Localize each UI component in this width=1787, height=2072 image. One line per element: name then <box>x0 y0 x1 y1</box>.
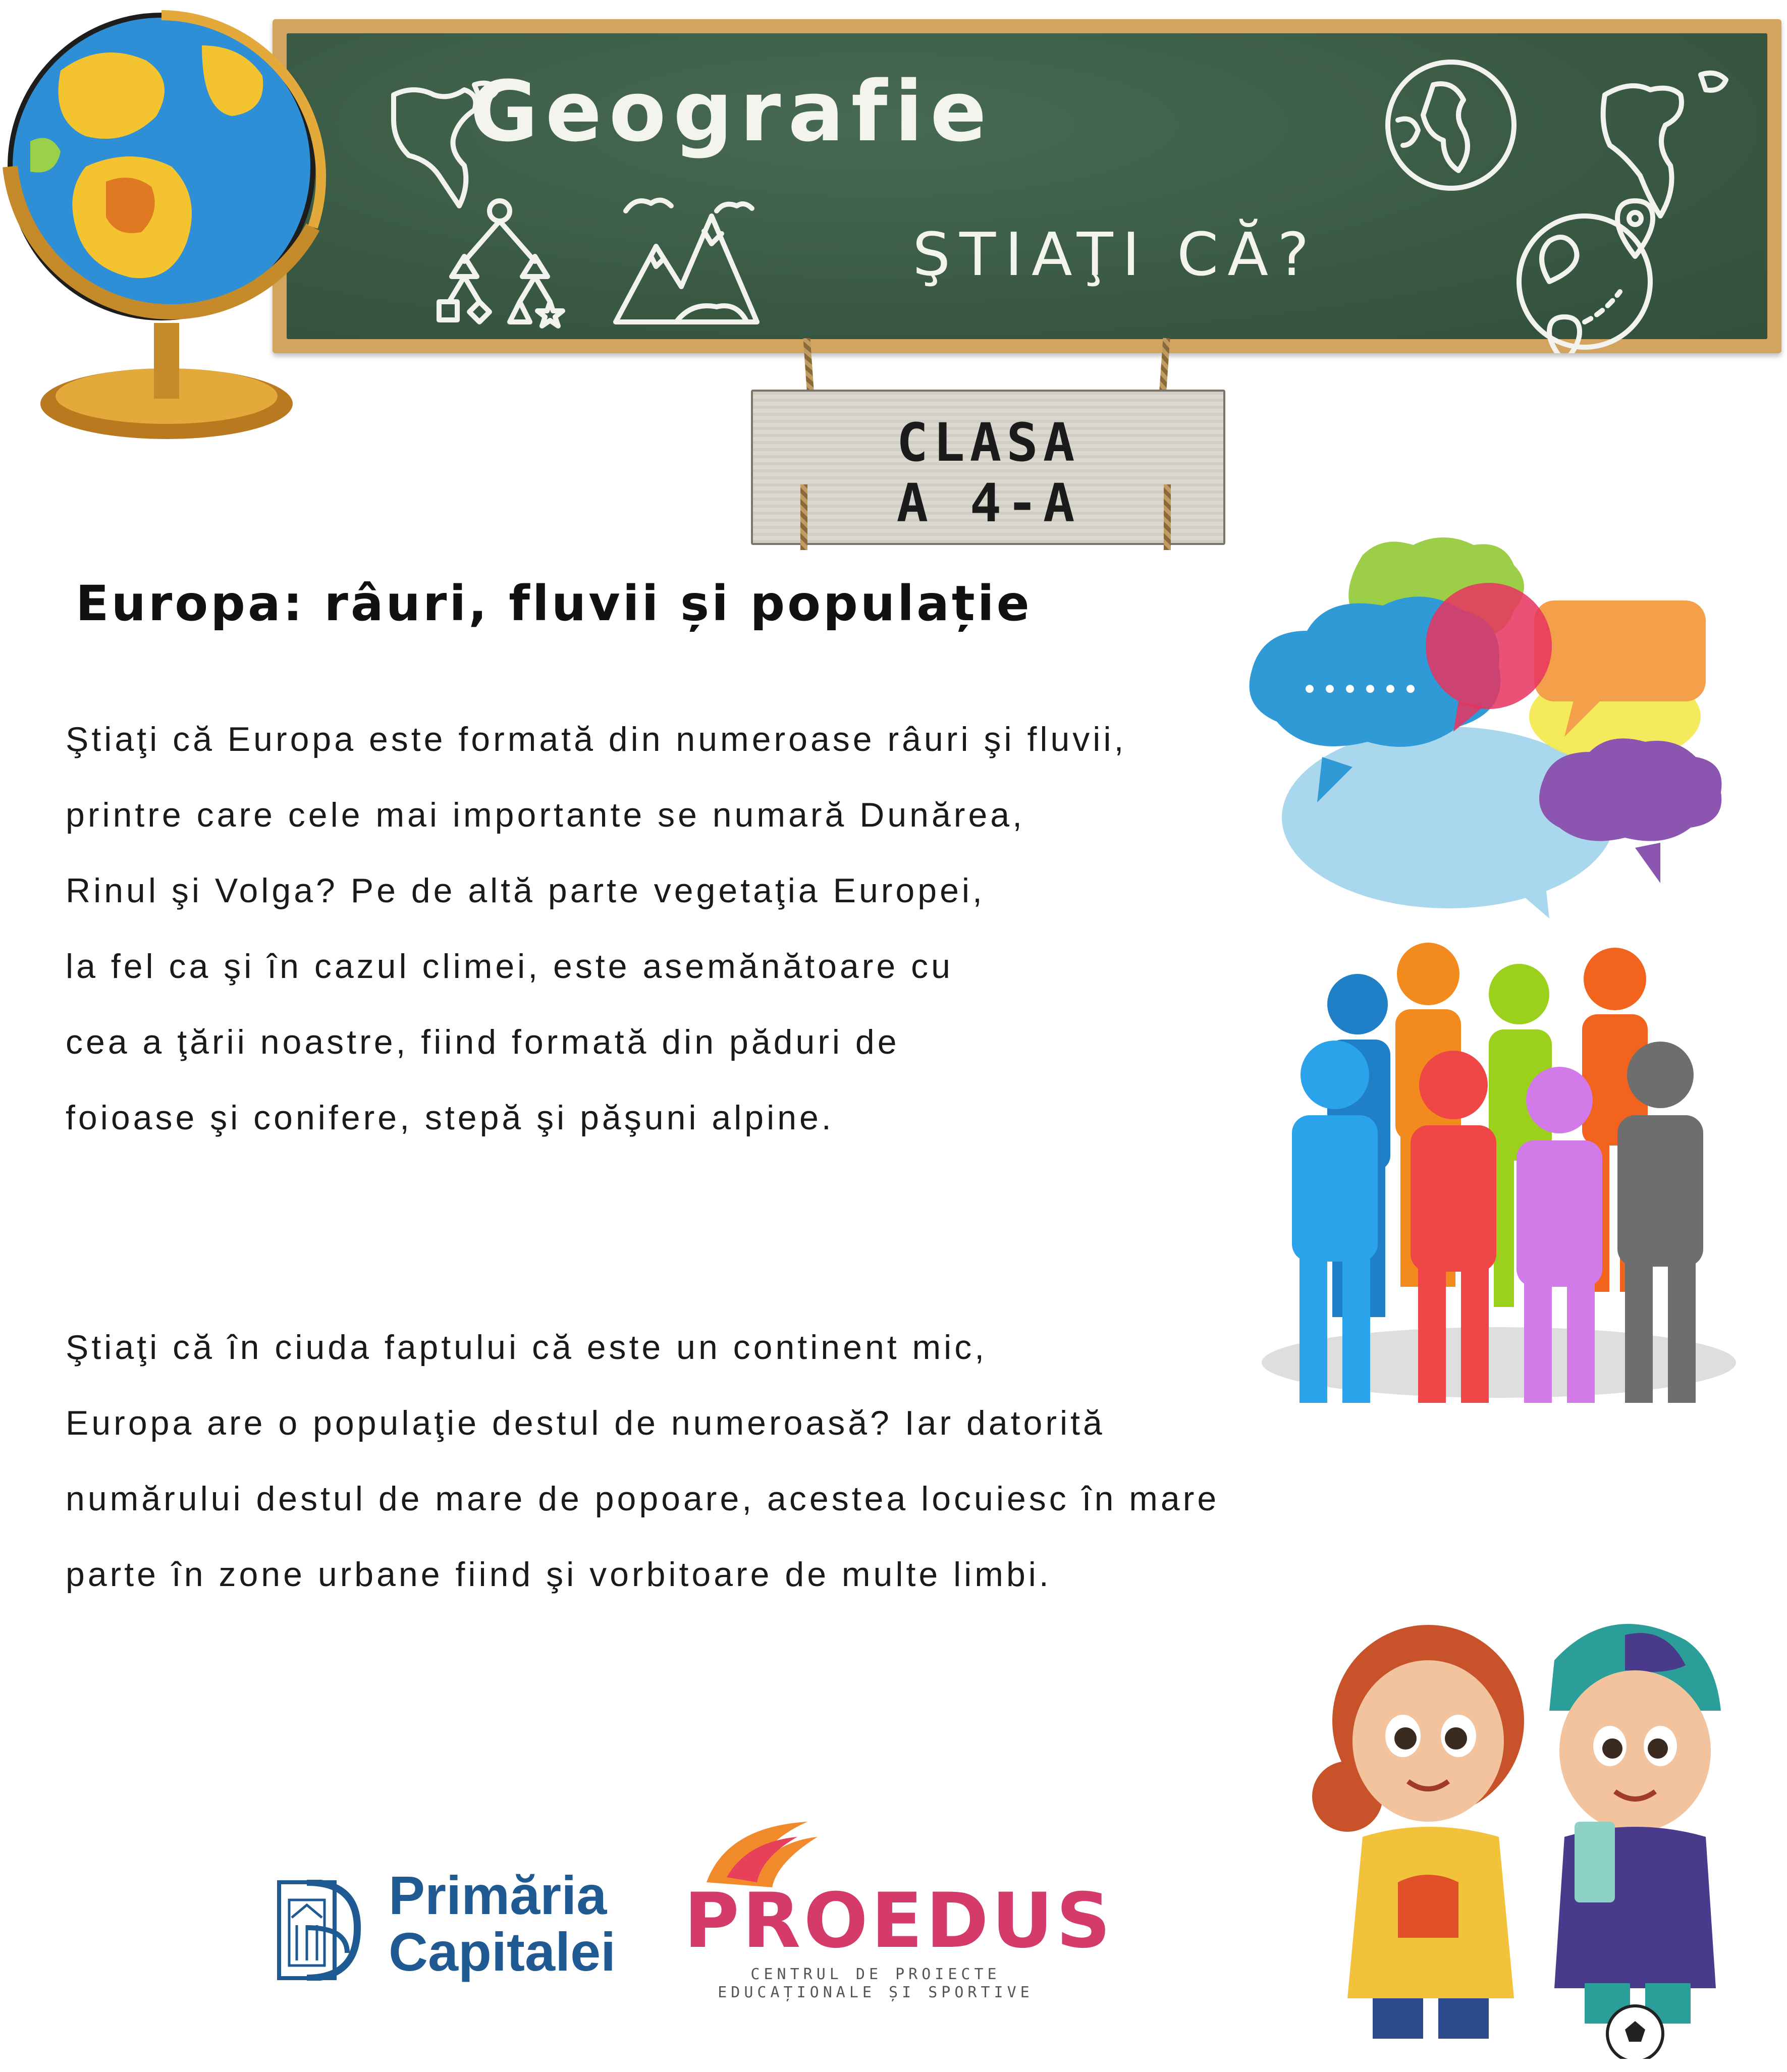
proedus-tagline-2: EDUCAȚIONALE ȘI SPORTIVE <box>718 1984 1034 2001</box>
paragraph-line: printre care cele mai importante se numară Dunărea, <box>66 796 1025 834</box>
paragraph-line: la fel ca şi în cazul climei, este asemănătoare cu <box>66 947 953 986</box>
mountains-icon <box>616 200 757 322</box>
proedus-tagline <box>684 1966 1067 2002</box>
speech-bubbles-icon <box>1231 535 1756 923</box>
proedus-tagline-1: CENTRUL DE PROIECTE <box>750 1966 1001 1983</box>
paragraph-line: Ştiaţi că Europa este formată din numeroase râuri şi fluvii, <box>66 720 1127 758</box>
sign-line-2: A 4-A <box>896 472 1080 534</box>
globe-icon <box>0 0 353 454</box>
primaria-logo-text <box>389 1867 616 1980</box>
primaria-logo-icon <box>277 1880 362 1981</box>
sign-rope-tail-left <box>800 484 807 550</box>
world-globe-icon <box>1388 62 1514 188</box>
class-sign <box>751 390 1225 545</box>
proedus-logo-text: PROEDUS <box>684 1877 1114 1965</box>
board-subtitle: ŞTIAŢI CĂ? <box>912 220 1318 289</box>
primaria-line-1: Primăria <box>389 1865 607 1926</box>
board-title: Geografie <box>470 63 994 160</box>
paragraph-line: Europa are o populaţie destul de numeroasă? Iar datorită <box>66 1404 1105 1442</box>
hierarchy-icon <box>439 201 563 326</box>
paragraph-line: Rinul şi Volga? Pe de altă parte vegetaţia Europei, <box>66 871 985 910</box>
americas-map-icon <box>1603 73 1726 216</box>
people-group-icon <box>1257 929 1741 1403</box>
sign-rope-tail-right <box>1164 484 1171 550</box>
proedus-flame-icon <box>696 1817 828 1887</box>
location-globe-icon <box>1519 201 1653 353</box>
paragraph-line: Ştiaţi că în ciuda faptului că este un continent mic, <box>66 1328 988 1367</box>
paragraph-line: parte în zone urbane fiind şi vorbitoare de multe limbi. <box>66 1555 1052 1594</box>
primaria-line-2: Capitalei <box>389 1921 616 1982</box>
paragraph-1 <box>66 701 1126 1156</box>
paragraph-line: numărului destul de mare de popoare, acestea locuiesc în mare <box>66 1480 1220 1518</box>
article-heading: Europa: râuri, fluvii și populație <box>76 575 1032 632</box>
paragraph-2 <box>66 1310 1219 1612</box>
kids-illustration <box>1312 1600 1776 2059</box>
paragraph-line: foioase şi conifere, stepă şi păşuni alpine. <box>66 1099 834 1137</box>
sign-line-1: CLASA <box>896 412 1080 473</box>
paragraph-line: cea a ţării noastre, fiind formată din păduri de <box>66 1023 900 1061</box>
